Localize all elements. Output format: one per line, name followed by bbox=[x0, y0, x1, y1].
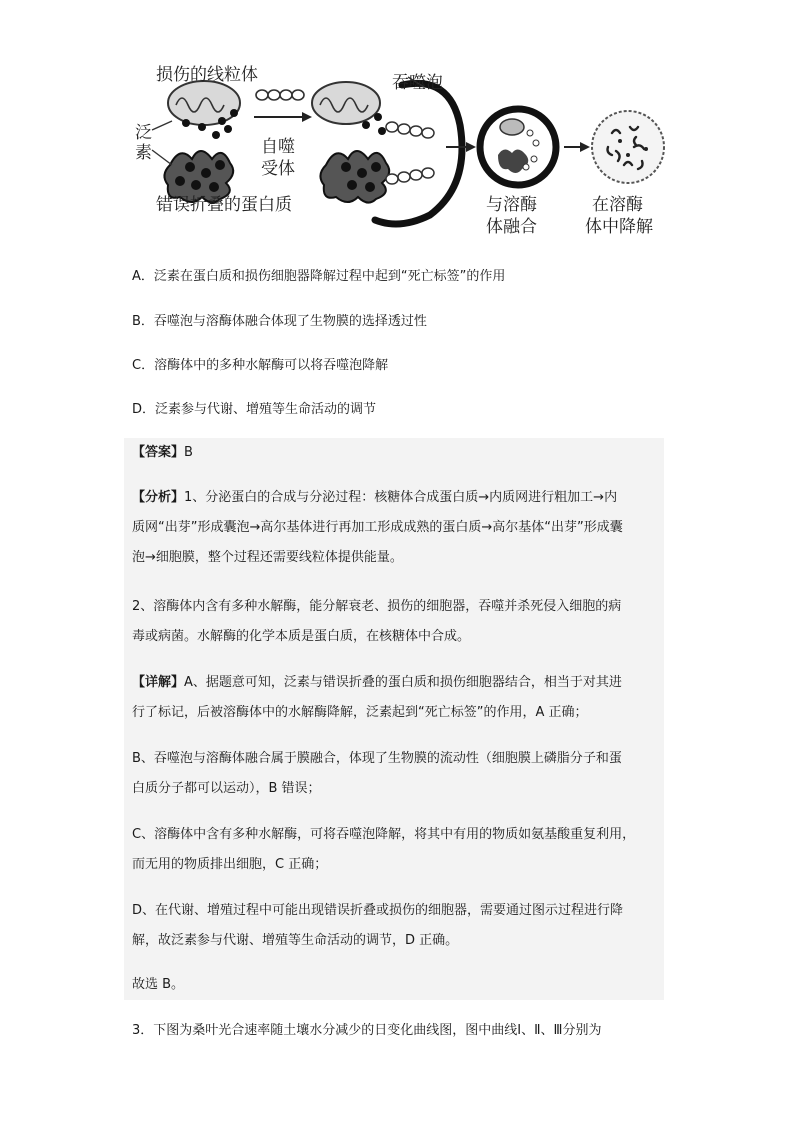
phagophore-membrane-icon bbox=[375, 83, 462, 224]
analysis-paragraph-1 bbox=[132, 483, 662, 573]
receptor-chain-protein-icon bbox=[386, 168, 434, 184]
ubiquitin-pointer-1 bbox=[152, 121, 172, 130]
analysis-paragraph-2 bbox=[132, 592, 662, 652]
detail-option-a bbox=[132, 668, 662, 728]
analysis-tag: 【分析】 bbox=[132, 490, 185, 505]
option-d: D．泛素参与代谢、增殖等生命活动的调节 bbox=[132, 402, 377, 417]
detail-c-line2: 而无用的物质排出细胞，C 正确； bbox=[132, 857, 328, 872]
arrow-right-icon-1 bbox=[254, 112, 312, 122]
label-lysosome-degradation-1: 在溶酶 bbox=[592, 195, 643, 215]
ubiquitin-pointer-2 bbox=[152, 150, 172, 165]
label-ubiquitin-1: 泛 bbox=[135, 123, 152, 143]
detail-c-line1: C、溶酶体中含有多种水解酶，可将吞噬泡降解，将其中有用的物质如氨基酸重复利用， bbox=[132, 827, 636, 842]
tagged-mitochondrion-icon bbox=[312, 82, 386, 135]
label-lysosome-fusion-1: 与溶酶 bbox=[486, 195, 537, 215]
detail-option-d bbox=[132, 896, 662, 956]
analysis-p1-line3: 泡→细胞膜，整个过程还需要线粒体提供能量。 bbox=[132, 550, 403, 565]
option-c: C．溶酶体中的多种水解酶可以将吞噬泡降解 bbox=[132, 358, 389, 373]
detail-d-line2: 解，故泛素参与代谢、增殖等生命活动的调节，D 正确。 bbox=[132, 933, 459, 948]
analysis-p2-line2: 毒或病菌。水解酶的化学本质是蛋白质，在核糖体中合成。 bbox=[132, 629, 471, 644]
label-damaged-mitochondrion: 损伤的线粒体 bbox=[156, 65, 258, 85]
arrow-right-icon-3 bbox=[564, 142, 590, 152]
detail-a-line2: 行了标记，后被溶酶体中的水解酶降解，泛素起到“死亡标签”的作用，A 正确； bbox=[132, 705, 588, 720]
label-ubiquitin-2: 素 bbox=[135, 143, 152, 163]
label-lysosome-fusion-2: 体融合 bbox=[486, 217, 537, 237]
label-phagophore: 吞噬泡 bbox=[392, 73, 443, 93]
detail-tag: 【详解】 bbox=[132, 675, 185, 690]
label-receptor-2: 受体 bbox=[261, 159, 295, 179]
receptor-chain-mito-icon bbox=[386, 122, 434, 138]
degradation-lysosome-icon bbox=[592, 111, 664, 183]
label-lysosome-degradation-2: 体中降解 bbox=[585, 217, 653, 237]
answer-line bbox=[132, 438, 662, 468]
autolysosome-icon bbox=[480, 109, 556, 185]
detail-d-line1: D、在代谢、增殖过程中可能出现错误折叠或损伤的细胞器，需要通过图示过程进行降 bbox=[132, 903, 624, 918]
detail-a-line1: A、据题意可知，泛素与错误折叠的蛋白质和损伤细胞器结合，相当于对其进 bbox=[184, 675, 622, 690]
tagged-misfolded-protein-icon bbox=[320, 151, 389, 203]
detail-b-line2: 白质分子都可以运动），B 错误； bbox=[132, 781, 321, 796]
detail-b-line1: B、吞噬泡与溶酶体融合属于膜融合，体现了生物膜的流动性（细胞膜上磷脂分子和蛋 bbox=[132, 751, 622, 766]
answer-tag: 【答案】 bbox=[132, 445, 185, 460]
autophagy-receptor-chain-icon bbox=[256, 90, 304, 100]
option-b: B．吞噬泡与溶酶体融合体现了生物膜的选择透过性 bbox=[132, 314, 427, 329]
label-receptor-1: 自噬 bbox=[261, 137, 295, 157]
question-3-stem: 3．下图为桑叶光合速率随土壤水分减少的日变化曲线图，图中曲线Ⅰ、Ⅱ、Ⅲ分别为 bbox=[132, 1023, 602, 1038]
damaged-mitochondrion-icon bbox=[168, 81, 240, 125]
option-a: A．泛素在蛋白质和损伤细胞器降解过程中起到“死亡标签”的作用 bbox=[132, 269, 506, 284]
analysis-p2-line1: 2、溶酶体内含有多种水解酶，能分解衰老、损伤的细胞器，吞噬并杀死侵入细胞的病 bbox=[132, 599, 622, 614]
conclusion: 故选 B。 bbox=[132, 977, 185, 992]
analysis-p1-line2: 质网“出芽”形成囊泡→高尔基体进行再加工形成成熟的蛋白质→高尔基体“出芽”形成囊 bbox=[132, 520, 623, 535]
detail-option-c bbox=[132, 820, 662, 880]
label-misfolded-protein: 错误折叠的蛋白质 bbox=[156, 195, 292, 215]
analysis-p1-line1: 1、分泌蛋白的合成与分泌过程：核糖体合成蛋白质→内质网进行粗加工→内 bbox=[184, 490, 618, 505]
autophagy-figure bbox=[130, 55, 670, 245]
answer-value: B bbox=[184, 445, 193, 460]
detail-option-b bbox=[132, 744, 662, 804]
